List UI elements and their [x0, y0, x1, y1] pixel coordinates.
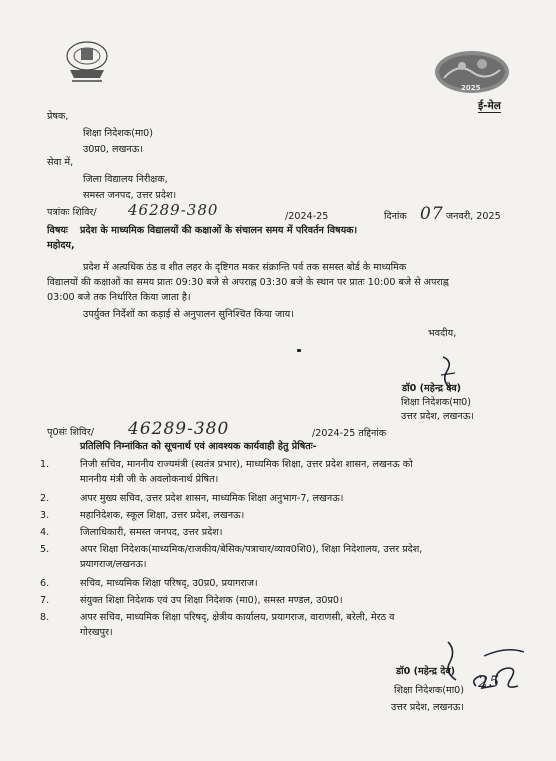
reference-number: 46289-380 [128, 201, 219, 219]
copy-item-number: 7. [40, 595, 50, 606]
copy-item-number: 5. [40, 544, 50, 555]
email-label: ई-मेल [478, 100, 501, 112]
reference-label: पत्रांकः शिविर/ [47, 207, 97, 218]
recipient-line1: जिला विद्यालय निरीक्षक, [83, 174, 168, 185]
copy-item-line2: प्रयागराज/लखनऊ। [80, 559, 147, 570]
copy-item-number: 1. [40, 459, 50, 470]
date-day: 07 [420, 204, 444, 224]
copy-item-line2: गोरखपुर। [80, 627, 113, 638]
body-line2: विद्यालयों की कक्षाओं का समय प्रातः 09:30 बजे से अपराह्न 03:30 बजे के स्थान पर प्रातः 10:00 बजे से अपराह्न [47, 277, 449, 288]
body-line3: 03:00 बजे तक निर्धारित किया जाता है। [47, 292, 191, 303]
date-label: दिनांक [384, 211, 407, 222]
signature1-designation: शिक्षा निदेशक(मा0) [401, 397, 472, 408]
subject-label: विषयः [47, 225, 68, 236]
signature1-name: डॉ0 (महेन्द्र देव) [402, 383, 462, 394]
signature2-place: उत्तर प्रदेश, लखनऊ। [391, 702, 464, 713]
copy-item-line2: माननीय मंत्री जी के अवलोकनार्थ प्रेषित। [80, 474, 219, 485]
date-rest: जनवरी, 2025 [446, 211, 501, 222]
signature1-place: उत्तर प्रदेश, लखनऊ। [401, 411, 474, 422]
copy-item-number: 2. [40, 493, 50, 504]
copy-item-line1: संयुक्त शिक्षा निदेशक एवं उप शिक्षा निदेशक (मा0), समस्त मण्डल, उ0प्र0। [80, 595, 343, 606]
seal-caption: 2025 [461, 84, 481, 92]
copy-item-line1: अपर मुख्य सचिव, उत्तर प्रदेश शासन, माध्यमिक शिक्षा अनुभाग-7, लखनऊ। [80, 493, 344, 504]
sender-line2: उ0प्र0, लखनऊ। [83, 144, 143, 155]
signature2-name: डॉ0 (महेन्द्र देव) [396, 666, 456, 677]
copy-item-number: 6. [40, 578, 50, 589]
copy-item-number: 8. [40, 612, 50, 623]
copy-item-line1: जिलाधिकारी, समस्त जनपद, उत्तर प्रदेश। [80, 527, 223, 538]
copy-item-number: 3. [40, 510, 50, 521]
body-para2: उपर्युक्त निर्देशों का कड़ाई से अनुपालन सुनिश्चित किया जाय। [83, 309, 294, 320]
sender-label: प्रेषक, [47, 111, 69, 122]
copy-ref-number: 46289-380 [128, 419, 230, 439]
copy-item-line1: अपर शिक्षा निदेशक(माध्यमिक/राजकीय/बेसिक/पत्राचार/व्याव0शि0), शिक्षा निदेशालय, उत्तर प्रदेश, [80, 544, 423, 555]
copy-item-line1: अपर सचिव, माध्यमिक शिक्षा परिषद्, क्षेत्रीय कार्यालय, प्रयागराज, वाराणसी, बरेली, मेरठ व [80, 612, 395, 623]
subject-text: प्रदेश के माध्यमिक विद्यालयों की कक्षाओं के संचालन समय में परिवर्तन विषयक। [80, 225, 358, 236]
handwritten-mark: 25 [478, 672, 501, 691]
recipient-label: सेवा में, [47, 157, 74, 168]
recipient-line2: समस्त जनपद, उत्तर प्रदेश। [83, 190, 177, 201]
copy-item-line1: निजी सचिव, माननीय राज्यमंत्री (स्वतंत्र प्रभार), माध्यमिक शिक्षा, उत्तर प्रदेश शासन, लखनऊ को [80, 459, 413, 470]
signature2-designation: शिक्षा निदेशक(मा0) [394, 685, 465, 696]
sender-line1: शिक्षा निदेशक(मा0) [83, 128, 154, 139]
copy-ref-label: पृ0संः शिविर/ [47, 427, 95, 438]
copy-item-line1: महानिदेशक, स्कूल शिक्षा, उत्तर प्रदेश, लखनऊ। [80, 510, 245, 521]
copy-item-line1: सचिव, माध्यमिक शिक्षा परिषद्, उ0प्र0, प्रयागराज। [80, 578, 258, 589]
government-emblem-icon [58, 34, 116, 84]
copy-ref-rest: /2024-25 तद्दिनांक [312, 428, 387, 439]
ink-dot [297, 349, 301, 352]
copy-heading: प्रतिलिपि निम्नांकित को सूचनार्थ एवं आवश्यक कार्यवाही हेतु प्रेषितः- [80, 441, 317, 452]
body-line1: प्रदेश में अत्यधिक ठंड व शीत लहर के दृष्टिगत मकर संक्रान्ति पर्व तक समस्त बोर्ड के माध्यमिक [83, 262, 407, 273]
copy-item-number: 4. [40, 527, 50, 538]
salutation: महोदय, [47, 240, 75, 251]
reference-year: /2024-25 [285, 211, 329, 222]
closing: भवदीय, [428, 328, 457, 339]
